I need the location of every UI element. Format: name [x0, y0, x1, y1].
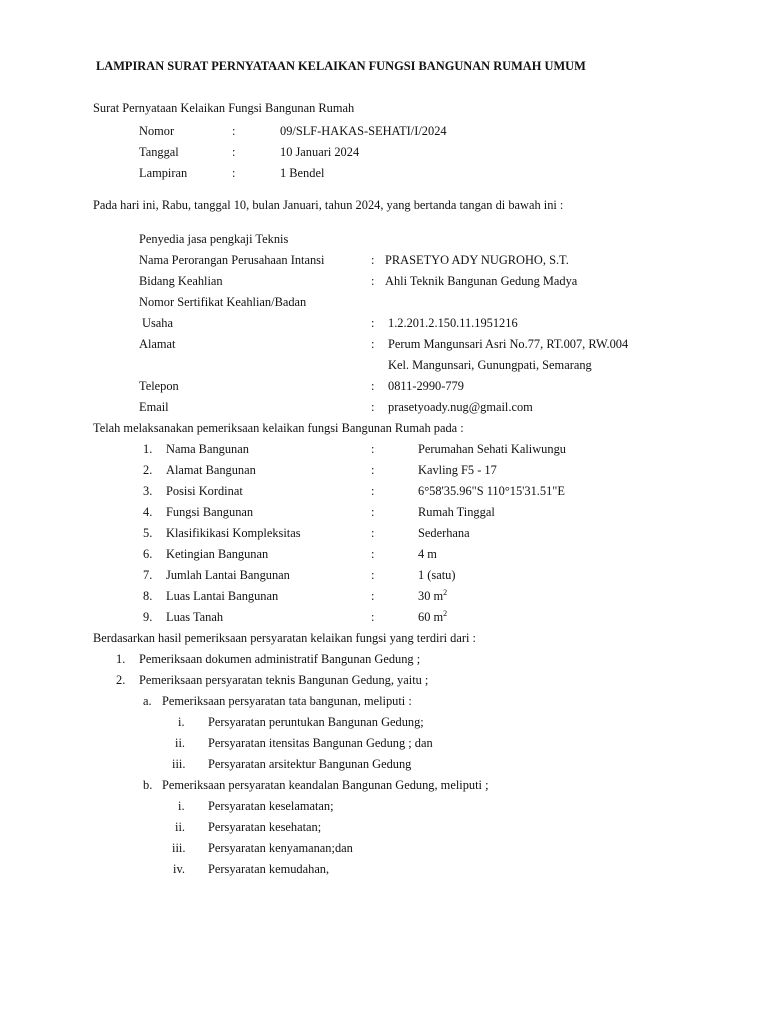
sub-a-item-num: ii. [175, 736, 185, 750]
provider-cert-label-line1: Nomor Sertifikat Keahlian/Badan [139, 295, 307, 309]
building-item-num: 9. [143, 610, 153, 624]
attachment-label: Lampiran [139, 166, 188, 180]
building-item-value: 1 (satu) [418, 568, 456, 582]
land-area-superscript: 2 [443, 608, 448, 618]
results-intro: Berdasarkan hasil pemeriksaan persyaratan kelaikan fungsi yang terdiri dari : [93, 631, 476, 645]
provider-address-separator: : [371, 337, 375, 351]
number-separator: : [232, 124, 236, 138]
provider-email-separator: : [371, 400, 375, 414]
sub-b-item-num: iii. [172, 841, 186, 855]
building-item-separator: : [371, 442, 375, 456]
sub-a-item-text: Persyaratan itensitas Bangunan Gedung ; dan [208, 736, 433, 750]
sub-b-item-text: Persyaratan kenyamanan;dan [208, 841, 353, 855]
number-value: 09/SLF-HAKAS-SEHATI/I/2024 [280, 124, 447, 138]
building-item-value [418, 589, 447, 604]
intro-paragraph: Pada hari ini, Rabu, tanggal 10, bulan Januari, tahun 2024, yang bertanda tangan di bawah ini : [93, 198, 564, 212]
sub-b-item-num: iv. [173, 862, 185, 876]
provider-phone-value: 0811-2990-779 [388, 379, 464, 393]
building-item-value: 6°58'35.96"S 110°15'31.51"E [418, 484, 565, 498]
sub-b-text: Pemeriksaan persyaratan keandalan Bangunan Gedung, meliputi ; [162, 778, 489, 792]
building-item-value: Kavling F5 - 17 [418, 463, 497, 477]
building-item-num: 1. [143, 442, 153, 456]
sub-b-item-text: Persyaratan kemudahan, [208, 862, 330, 876]
date-separator: : [232, 145, 236, 159]
building-item-separator: : [371, 547, 375, 561]
result-item-num: 2. [116, 673, 126, 687]
provider-phone-label: Telepon [139, 379, 179, 393]
building-item-num: 5. [143, 526, 153, 540]
building-item-label: Jumlah Lantai Bangunan [166, 568, 290, 582]
letter-heading: Surat Pernyataan Kelaikan Fungsi Bangunan Rumah [93, 101, 355, 115]
provider-address-line1: Perum Mangunsari Asri No.77, RT.007, RW.004 [388, 337, 629, 351]
building-item-separator: : [371, 568, 375, 582]
sub-a-text: Pemeriksaan persyaratan tata bangunan, meliputi : [162, 694, 412, 708]
attachment-value: 1 Bendel [280, 166, 325, 180]
building-item-num: 8. [143, 589, 153, 603]
building-item-value: Sederhana [418, 526, 470, 540]
provider-cert-value: 1.2.201.2.150.11.1951216 [388, 316, 518, 330]
attachment-separator: : [232, 166, 236, 180]
building-item-value [418, 610, 447, 625]
sub-b-item-num: i. [178, 799, 185, 813]
sub-b-num: b. [143, 778, 153, 792]
provider-name-separator: : [371, 253, 375, 267]
building-item-separator: : [371, 484, 375, 498]
provider-cert-label-line2: Usaha [142, 316, 173, 330]
date-label: Tanggal [139, 145, 179, 159]
provider-email-label: Email [139, 400, 169, 414]
building-item-value: 4 m [418, 547, 437, 561]
result-item-num: 1. [116, 652, 126, 666]
provider-cert-separator: : [371, 316, 375, 330]
inspection-intro: Telah melaksanakan pemeriksaan kelaikan fungsi Bangunan Rumah pada : [93, 421, 464, 435]
provider-heading: Penyedia jasa pengkaji Teknis [139, 232, 289, 246]
sub-b-item-text: Persyaratan keselamatan; [208, 799, 334, 813]
provider-field-separator: : [371, 274, 375, 288]
provider-email-value: prasetyoady.nug@gmail.com [388, 400, 533, 414]
building-item-num: 6. [143, 547, 153, 561]
building-item-separator: : [371, 610, 375, 624]
result-item-text: Pemeriksaan dokumen administratif Bangunan Gedung ; [139, 652, 421, 666]
building-item-num: 2. [143, 463, 153, 477]
building-item-label: Fungsi Bangunan [166, 505, 254, 519]
building-item-separator: : [371, 526, 375, 540]
provider-phone-separator: : [371, 379, 375, 393]
document-title: LAMPIRAN SURAT PERNYATAAN KELAIKAN FUNGSI BANGUNAN RUMAH UMUM [96, 59, 586, 73]
number-label: Nomor [139, 124, 175, 138]
building-item-label: Klasifikikasi Kompleksitas [166, 526, 301, 540]
provider-field-value: Ahli Teknik Bangunan Gedung Madya [385, 274, 578, 288]
provider-address-line2: Kel. Mangunsari, Gunungpati, Semarang [388, 358, 592, 372]
provider-name-value: PRASETYO ADY NUGROHO, S.T. [385, 253, 569, 267]
floor-area-superscript: 2 [443, 587, 448, 597]
result-item-text: Pemeriksaan persyaratan teknis Bangunan Gedung, yaitu ; [139, 673, 429, 687]
building-item-num: 4. [143, 505, 153, 519]
building-item-label: Alamat Bangunan [166, 463, 256, 477]
sub-a-item-text: Persyaratan arsitektur Bangunan Gedung [208, 757, 412, 771]
date-value: 10 Januari 2024 [280, 145, 360, 159]
building-item-label: Ketingian Bangunan [166, 547, 269, 561]
sub-a-num: a. [143, 694, 152, 708]
building-item-label: Nama Bangunan [166, 442, 249, 456]
provider-address-label: Alamat [139, 337, 176, 351]
building-item-label: Luas Tanah [166, 610, 224, 624]
sub-a-item-text: Persyaratan peruntukan Bangunan Gedung; [208, 715, 424, 729]
building-item-num: 7. [143, 568, 153, 582]
building-item-separator: : [371, 505, 375, 519]
building-item-label: Posisi Kordinat [166, 484, 243, 498]
building-item-num: 3. [143, 484, 153, 498]
provider-name-label: Nama Perorangan Perusahaan Intansi [139, 253, 325, 267]
building-item-label: Luas Lantai Bangunan [166, 589, 279, 603]
building-item-separator: : [371, 589, 375, 603]
building-item-value: Perumahan Sehati Kaliwungu [418, 442, 566, 456]
provider-field-label: Bidang Keahlian [139, 274, 223, 288]
land-area-value: 60 m [418, 610, 444, 624]
sub-a-item-num: iii. [172, 757, 186, 771]
sub-b-item-num: ii. [175, 820, 185, 834]
building-item-separator: : [371, 463, 375, 477]
sub-b-item-text: Persyaratan kesehatan; [208, 820, 322, 834]
floor-area-value: 30 m [418, 589, 444, 603]
sub-a-item-num: i. [178, 715, 185, 729]
building-item-value: Rumah Tinggal [418, 505, 495, 519]
